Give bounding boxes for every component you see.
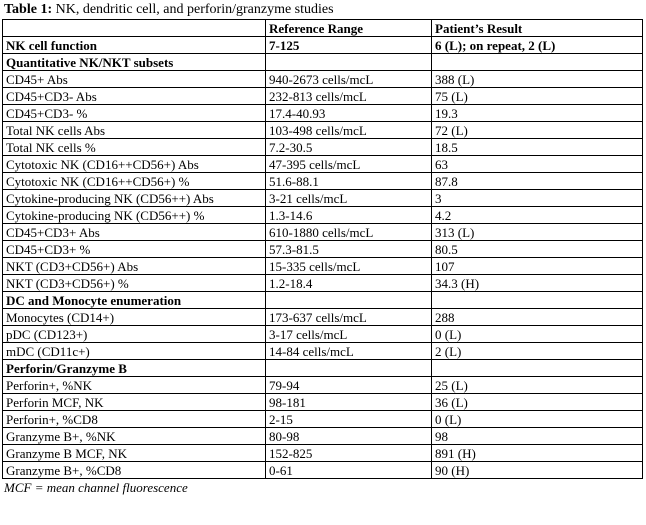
table-row <box>3 394 643 411</box>
reference-range-cell: 0-61 <box>266 462 432 479</box>
patient-result-cell: 6 (L); on repeat, 2 (L) <box>432 37 643 54</box>
table-row <box>3 343 643 360</box>
table-row <box>3 88 643 105</box>
test-name-cell: NKT (CD3+CD56+) % <box>3 275 266 292</box>
patient-result-cell: 25 (L) <box>432 377 643 394</box>
test-name-cell: Granzyme B+, %CD8 <box>3 462 266 479</box>
reference-range-cell: 1.3-14.6 <box>266 207 432 224</box>
patient-result-cell: 87.8 <box>432 173 643 190</box>
test-name-cell: CD45+CD3+ % <box>3 241 266 258</box>
reference-range-cell: 1.2-18.4 <box>266 275 432 292</box>
test-name-cell: CD45+ Abs <box>3 71 266 88</box>
header-cell-test <box>3 20 266 37</box>
reference-range-cell: 79-94 <box>266 377 432 394</box>
patient-result-cell: 3 <box>432 190 643 207</box>
header-cell-reference-range: Reference Range <box>266 20 432 37</box>
table-row <box>3 411 643 428</box>
table-footnote: MCF = mean channel fluorescence <box>4 480 188 495</box>
reference-range-cell: 3-17 cells/mcL <box>266 326 432 343</box>
test-name-cell: Granzyme B MCF, NK <box>3 445 266 462</box>
test-name-cell: Cytotoxic NK (CD16++CD56+) Abs <box>3 156 266 173</box>
table-row <box>3 445 643 462</box>
table-row <box>3 156 643 173</box>
patient-result-cell: 90 (H) <box>432 462 643 479</box>
test-name-cell: Perforin+, %CD8 <box>3 411 266 428</box>
patient-result-cell: 98 <box>432 428 643 445</box>
reference-range-cell: 17.4-40.93 <box>266 105 432 122</box>
table-row <box>3 207 643 224</box>
reference-range-cell: 2-15 <box>266 411 432 428</box>
table-caption <box>4 2 644 19</box>
table-section-row <box>3 292 643 309</box>
patient-result-cell: 313 (L) <box>432 224 643 241</box>
patient-result-cell: 107 <box>432 258 643 275</box>
test-name-cell: Total NK cells % <box>3 139 266 156</box>
test-name-cell: DC and Monocyte enumeration <box>3 292 266 309</box>
reference-range-cell: 15-335 cells/mcL <box>266 258 432 275</box>
test-name-cell: Cytokine-producing NK (CD56++) % <box>3 207 266 224</box>
test-name-cell: Granzyme B+, %NK <box>3 428 266 445</box>
results-table <box>2 19 643 479</box>
table-row <box>3 326 643 343</box>
reference-range-cell: 57.3-81.5 <box>266 241 432 258</box>
reference-range-cell: 47-395 cells/mcL <box>266 156 432 173</box>
table-row <box>3 190 643 207</box>
test-name-cell: Cytokine-producing NK (CD56++) Abs <box>3 190 266 207</box>
table-section-row <box>3 37 643 54</box>
test-name-cell: NK cell function <box>3 37 266 54</box>
test-name-cell: Total NK cells Abs <box>3 122 266 139</box>
table-row <box>3 122 643 139</box>
patient-result-cell: 34.3 (H) <box>432 275 643 292</box>
patient-result-cell: 2 (L) <box>432 343 643 360</box>
test-name-cell: Monocytes (CD14+) <box>3 309 266 326</box>
test-name-cell: Perforin MCF, NK <box>3 394 266 411</box>
table-row <box>3 462 643 479</box>
header-cell-patient-result: Patient’s Result <box>432 20 643 37</box>
table-row <box>3 224 643 241</box>
patient-result-cell: 80.5 <box>432 241 643 258</box>
test-name-cell: CD45+CD3- Abs <box>3 88 266 105</box>
table-row <box>3 258 643 275</box>
table-row <box>3 173 643 190</box>
patient-result-cell: 18.5 <box>432 139 643 156</box>
test-name-cell: NKT (CD3+CD56+) Abs <box>3 258 266 275</box>
test-name-cell: CD45+CD3+ Abs <box>3 224 266 241</box>
table-row <box>3 309 643 326</box>
patient-result-cell <box>432 292 643 309</box>
test-name-cell: Cytotoxic NK (CD16++CD56+) % <box>3 173 266 190</box>
test-name-cell: pDC (CD123+) <box>3 326 266 343</box>
reference-range-cell <box>266 54 432 71</box>
table-row <box>3 377 643 394</box>
table-row <box>3 275 643 292</box>
reference-range-cell <box>266 360 432 377</box>
test-name-cell: Quantitative NK/NKT subsets <box>3 54 266 71</box>
table-row <box>3 428 643 445</box>
patient-result-cell: 388 (L) <box>432 71 643 88</box>
patient-result-cell: 63 <box>432 156 643 173</box>
table-section-row <box>3 360 643 377</box>
patient-result-cell: 288 <box>432 309 643 326</box>
test-name-cell: CD45+CD3- % <box>3 105 266 122</box>
table-row <box>3 139 643 156</box>
reference-range-cell: 14-84 cells/mcL <box>266 343 432 360</box>
patient-result-cell: 19.3 <box>432 105 643 122</box>
patient-result-cell: 75 (L) <box>432 88 643 105</box>
table-caption-label: Table 1: <box>4 2 53 17</box>
patient-result-cell: 4.2 <box>432 207 643 224</box>
table-row <box>3 71 643 88</box>
patient-result-cell: 72 (L) <box>432 122 643 139</box>
patient-result-cell: 0 (L) <box>432 411 643 428</box>
reference-range-cell: 152-825 <box>266 445 432 462</box>
table-header-row <box>3 20 643 37</box>
table-caption-text: NK, dendritic cell, and perforin/granzyme studies <box>52 2 334 17</box>
patient-result-cell <box>432 54 643 71</box>
reference-range-cell: 940-2673 cells/mcL <box>266 71 432 88</box>
reference-range-cell: 80-98 <box>266 428 432 445</box>
reference-range-cell: 3-21 cells/mcL <box>266 190 432 207</box>
patient-result-cell: 891 (H) <box>432 445 643 462</box>
reference-range-cell: 610-1880 cells/mcL <box>266 224 432 241</box>
table-row <box>3 241 643 258</box>
reference-range-cell: 98-181 <box>266 394 432 411</box>
reference-range-cell <box>266 292 432 309</box>
reference-range-cell: 51.6-88.1 <box>266 173 432 190</box>
patient-result-cell: 0 (L) <box>432 326 643 343</box>
reference-range-cell: 232-813 cells/mcL <box>266 88 432 105</box>
table-section-row <box>3 54 643 71</box>
reference-range-cell: 173-637 cells/mcL <box>266 309 432 326</box>
table-row <box>3 105 643 122</box>
patient-result-cell <box>432 360 643 377</box>
reference-range-cell: 7.2-30.5 <box>266 139 432 156</box>
test-name-cell: Perforin/Granzyme B <box>3 360 266 377</box>
test-name-cell: Perforin+, %NK <box>3 377 266 394</box>
reference-range-cell: 103-498 cells/mcL <box>266 122 432 139</box>
reference-range-cell: 7-125 <box>266 37 432 54</box>
patient-result-cell: 36 (L) <box>432 394 643 411</box>
test-name-cell: mDC (CD11c+) <box>3 343 266 360</box>
